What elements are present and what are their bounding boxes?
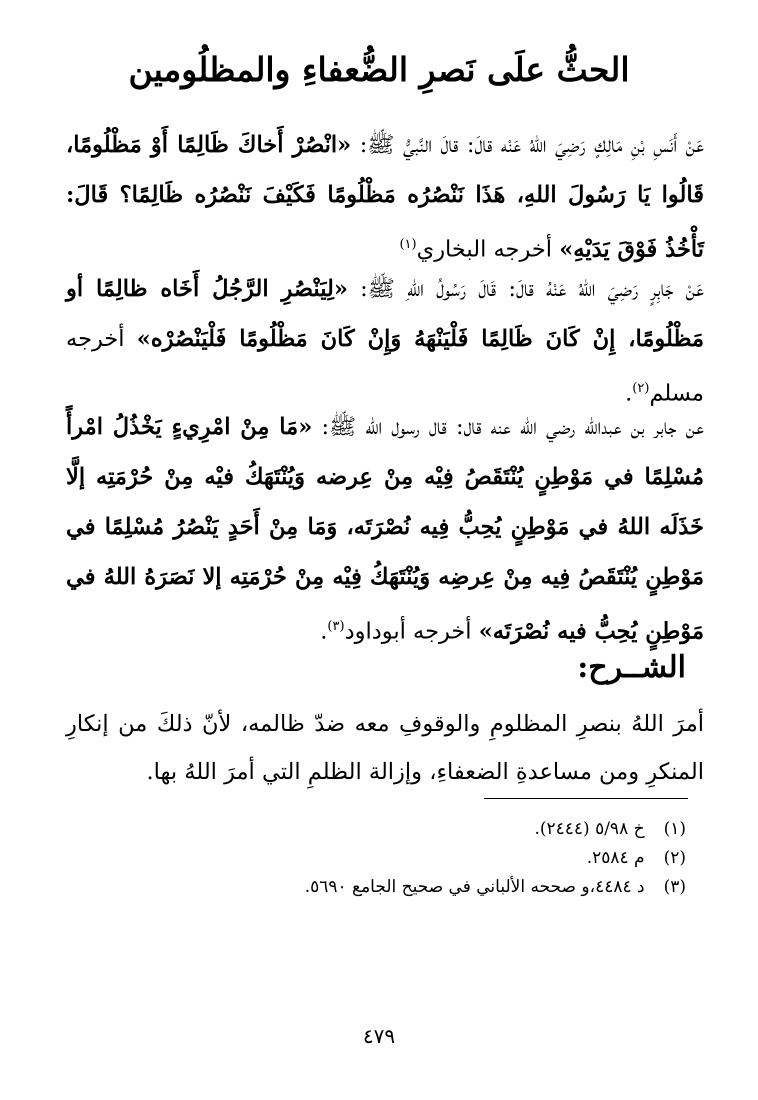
footnotes [80,815,686,902]
footnote-number: (٣) [663,877,686,897]
footnote-item [80,815,686,844]
hadith-2: عَنْ جَابِرٍ رَضِيَ اللهُ عَنْهُ قالَ: قَالَ رَسُولُ اللهِ ﷺ: «لِيَنْصُرِ الرَّجُلُ أَخَاه ظالِمًا أو مَظْلُومًا، إِنْ كَانَ ظَالِمًا فَلْيَنْهَهُ وَإِنْ كَانَ مَظْلُومًا فَلْيَنْصُرْه» أخرجه مسلم$^{(٢)}$. [66,276,705,407]
hadith-text: «انْصُرْ أَخاكَ ظَالِمًا أَوْ مَظْلُومًا، قَالُوا يَا رَسُولَ اللهِ، هَذَا نَنْصُرُه مَظْلُومًا فَكَيْفَ نَنْصُرُه ظَالِمًا؟ قَالَ: تَأْخُذُ فَوْقَ يَدَيْهِ» [66,132,704,263]
footnote-ref: (٣) [327,619,345,634]
page-title: الحثُّ علَى نَصرِ الضُّعفاءِ والمظلُومين [128,50,630,89]
footnote-number: (١) [663,819,686,839]
hadith-source: أخرجه مسلم [66,326,704,407]
hadith-intro: عن جابر بن عبدالله رضي الله عنه قال: قال رسول الله ﷺ: [321,414,704,440]
sharh-body: أمرَ اللهُ بنصرِ المظلومِ والوقوفِ معه ضدّ ظالمه، لأنّ ذلكَ من إنكارِ المنكرِ ومن مساعدةِ الضعفاءِ، وإزالة الظلمِ التي أمرَ اللهُ بها. [66,711,704,785]
footnote-ref: (٢) [632,381,650,396]
hadith-intro: عَنْ جَابِرٍ رَضِيَ اللهُ عَنْهُ قالَ: قَالَ رَسُولُ اللهِ ﷺ: [360,276,705,302]
footnote-item [80,873,686,902]
footnote-item [80,844,686,873]
footnote-text: م ٢٥٨٤. [586,848,645,868]
hadith-source: أخرجه البخاري [416,236,553,263]
footnote-number: (٢) [663,848,686,868]
hadith-text: «مَا مِنْ امْرِيءٍ يَخْذُلُ امْرأً مُسْلِمًا في مَوْطِنٍ يُنْتَقَصُ فِيْه مِنْ عِرضه وَيُنْتَهَكُ فيْه مِنْ حُرْمَتِه إلَّا خَذَلَه اللهُ في مَوْطِنٍ يُحِبُّ فِيه نُصْرَتَه، وَمَا مِنْ أَحَدٍ يَنْصُرُ مُسْلِمًا في مَوْطِنٍ يُنْتَقَصُ فِيه مِنْ عِرضِه وَيُنْتَهَكُ فِيْه مِنْ حُرْمَتِه إلا نَصَرَهُ اللهُ في مَوْطِنٍ يُحِبُّ فيه نُصْرَتَه» [66,414,704,645]
hadith-3: عن جابر بن عبدالله رضي الله عنه قال: قال رسول الله ﷺ: «مَا مِنْ امْرِيءٍ يَخْذُلُ امْرأً مُسْلِمًا في مَوْطِنٍ يُنْتَقَصُ فِيْه مِنْ عِرضه وَيُنْتَهَكُ فيْه مِنْ حُرْمَتِه إلَّا خَذَلَه اللهُ في مَوْطِنٍ يُحِبُّ فِيه نُصْرَتَه، وَمَا مِنْ أَحَدٍ يَنْصُرُ مُسْلِمًا في مَوْطِنٍ يُنْتَقَصُ فِيه مِنْ عِرضِه وَيُنْتَهَكُ فِيْه مِنْ حُرْمَتِه إلا نَصَرَهُ اللهُ في مَوْطِنٍ يُحِبُّ فيه نُصْرَتَه» أخرجه أبوداود$^{(٣)}$. [66,414,704,645]
footnote-text: د ٤٤٨٤،و صححه الألباني في صحيح الجامع ٥٦٩٠. [304,877,645,897]
hadith-intro: عَنْ أَنَسِ بْنِ مَالِكٍ رَضِيَ اللهُ عَنْه قالَ: قالَ النَّبيُّ ﷺ: [359,132,705,158]
hadith-source: أخرجه أبوداود [344,618,472,645]
footnote-divider [484,798,688,799]
hadith-1 [66,120,704,275]
hadith-text: «لِيَنْصُرِ الرَّجُلُ أَخَاه ظالِمًا أو مَظْلُومًا، إِنْ كَانَ ظَالِمًا فَلْيَنْهَهُ وَإِنْ كَانَ مَظْلُومًا فَلْيَنْصُرْه» [66,276,704,352]
footnote-ref: (١) [399,237,417,252]
page-number: ٤٧٩ [362,1024,396,1048]
footnote-text: خ ٥/٩٨ (٢٤٤٤). [534,819,645,839]
sharh-heading: الشــرح: [577,650,686,685]
